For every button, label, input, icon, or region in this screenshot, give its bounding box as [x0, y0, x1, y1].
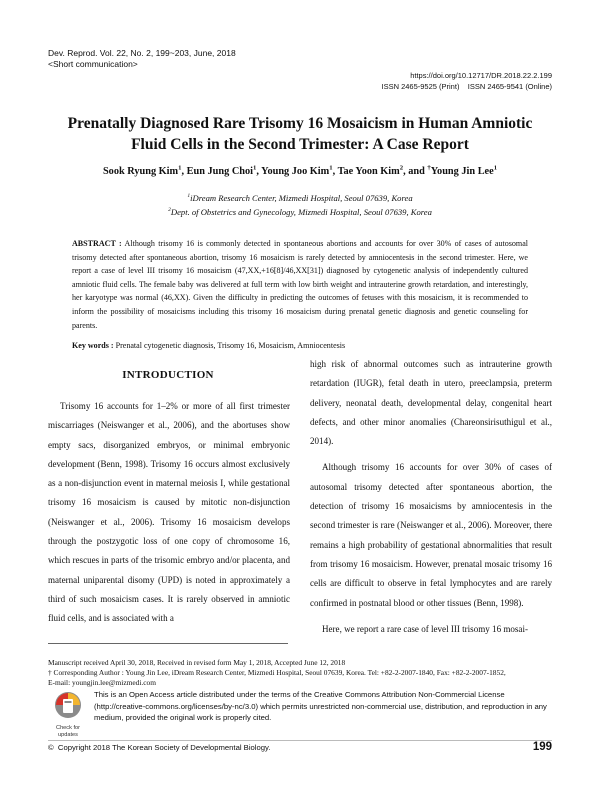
paragraph: Here, we report a rare case of level III trisomy 16 mosai-: [322, 623, 528, 634]
doi-block: [381, 70, 552, 92]
footnote-divider: [48, 643, 288, 644]
paragraph: high risk of abnormal outcomes such as intrauterine growth retardation (IUGR), fetal death in utero, preeclampsia, preterm delivery, neonatal death, developmental delay, congenital heart defects, and other minor anomalies (Chareonsirisuthigul et al., 2014).: [310, 359, 552, 447]
doi-link[interactable]: https://doi.org/10.12717/DR.2018.22.2.199: [410, 71, 552, 80]
page-footer-rule: [48, 740, 552, 741]
keywords-text: Prenatal cytogenetic diagnosis, Trisomy 16, Mosaicism, Amniocentesis: [115, 341, 346, 350]
title-line-1: Prenatally Diagnosed Rare Trisomy 16 Mosaicism in Human Amniotic: [67, 115, 533, 132]
affiliation-1: $^1$iDream Research Center, Mizmedi Hospital, Seoul 07639, Korea: [187, 193, 413, 203]
copyright: © Copyright 2018 The Korean Society of Developmental Biology.: [48, 743, 271, 752]
abstract: [72, 237, 528, 332]
check-for-updates-icon: [48, 690, 88, 720]
page-number: 199: [532, 741, 552, 753]
title-line-2: Fluid Cells in the Second Trimester: A Case Report: [131, 136, 469, 153]
journal-citation: [48, 48, 236, 70]
section-heading-introduction: INTRODUCTION: [122, 369, 214, 381]
article-title: [60, 113, 540, 155]
abstract-text: Although trisomy 16 is commonly detected in spontaneous abortions and accounts for over 30% of cases of autosomal trisomy detected after spontaneous abortion, trisomy 16 mosaicism is rarely detected by amniocentesis in the second trimester. Here, we report a case of level III trisomy 16 mosaicism (47,XX,+16[8]/46,XX[31]) diagnosed by cytogenetic analysis of independently cultured amniotic fluid cells. The female baby was delivered at full term with low birth weight and intrauterine growth retardation, and interestingly, her karyotype was normal (46,XX). Given the difficulty in predicting the outcomes of fetuses with this mosaicism, it is recommended to inform the possibility of mosaicisms including this trisomy 16 mosaicism during prenatal genetic diagnosis and genetic counseling for parents.: [72, 239, 529, 330]
journal-volume: Dev. Reprod. Vol. 22, No. 2, 199~203, June, 2018: [48, 48, 236, 58]
affiliations: [40, 191, 560, 219]
footnotes: [48, 658, 558, 688]
author-list: [40, 166, 560, 177]
email-address[interactable]: E-mail: youngjin.lee@mizmedi.com: [48, 678, 156, 687]
author: Sook Ryung Kim$^1$,: [102, 164, 187, 177]
keywords: [72, 339, 528, 352]
badge-line-1: Check for: [56, 725, 80, 731]
badge-line-2: updates: [58, 731, 78, 738]
corresponding-author: † Corresponding Author : Young Jin Lee, iDream Research Center, Mizmedi Hospital, Seoul 07639, Korea. Tel: +82-2-2007-1840, Fax: +82-2-2007-1852,: [48, 668, 506, 677]
issn-line: ISSN 2465-9525 (Print) ISSN 2465-9541 (Online): [381, 82, 552, 91]
author: Tae Yoon Kim$^2$, and: [337, 164, 428, 177]
abstract-label: ABSTRACT :: [72, 239, 122, 248]
author: Young Joo Kim$^1$,: [261, 164, 338, 177]
body-column-right: [310, 355, 552, 639]
article-type: <Short communication>: [48, 59, 138, 69]
author-corresponding: †Young Jin Lee$^1$: [427, 164, 498, 177]
check-for-updates-badge[interactable]: [48, 690, 88, 736]
affiliation-2: $^2$Dept. of Obstetrics and Gynecology, Mizmedi Hospital, Seoul 07639, Korea: [168, 207, 432, 217]
manuscript-dates: Manuscript received April 30, 2018, Received in revised form May 1, 2018, Accepted June 12, 2018: [48, 658, 346, 667]
keywords-label: Key words :: [72, 341, 114, 350]
license-notice: This is an Open Access article distributed under the terms of the Creative Commons Attribution Non-Commercial License (http://creative-commons.org/licenses/by-nc/3.0) which permits unrestricted non-commercial use, distribution, and reproduction in any medium, provided the original work is properly cited.: [94, 690, 547, 722]
paragraph: Trisomy 16 accounts for 1–2% or more of all first trimester miscarriages (Neiswanger et al., 2006), and the abortuses show empty sacs, disorganized embryos, or minimal embryonic development (Benn, 1998). Trisomy 16 occurs almost exclusively as a non-disjunction event in maternal meiosis I, while gestational trisomy 16 mosaicism is caused by mitotic non-disjunction (Neiswanger et al., 2006). Trisomy 16 mosaicism develops through the postzygotic loss of one copy of chromosome 16, which rescues in parts of the trisomic embryo and/or placenta, and maternal uniparental disomy (UPD) is noted in approximately a third of such mosaicism cases. It is rarely observed in amniotic fluid cells, and is associated with a: [48, 401, 290, 624]
body-column-left: [48, 397, 290, 629]
paragraph: Although trisomy 16 accounts for over 30% of cases of autosomal trisomy detected after spontaneous abortion, the detection of trisomy 16 mosaicisms by amniocentesis in the second trimester is rare (Neiswanger et al., 2006). Moreover, there remains a high probability of gestational abnormalities that result from trisomy 16 mosaicism. However, prenatal mosaic trisomy 16 cells are difficult to observe in fetal lymphocytes and are rarely confirmed in postnatal blood or other tissues (Benn, 1998).: [310, 462, 552, 608]
author: Eun Jung Choi$^1$,: [186, 164, 262, 177]
